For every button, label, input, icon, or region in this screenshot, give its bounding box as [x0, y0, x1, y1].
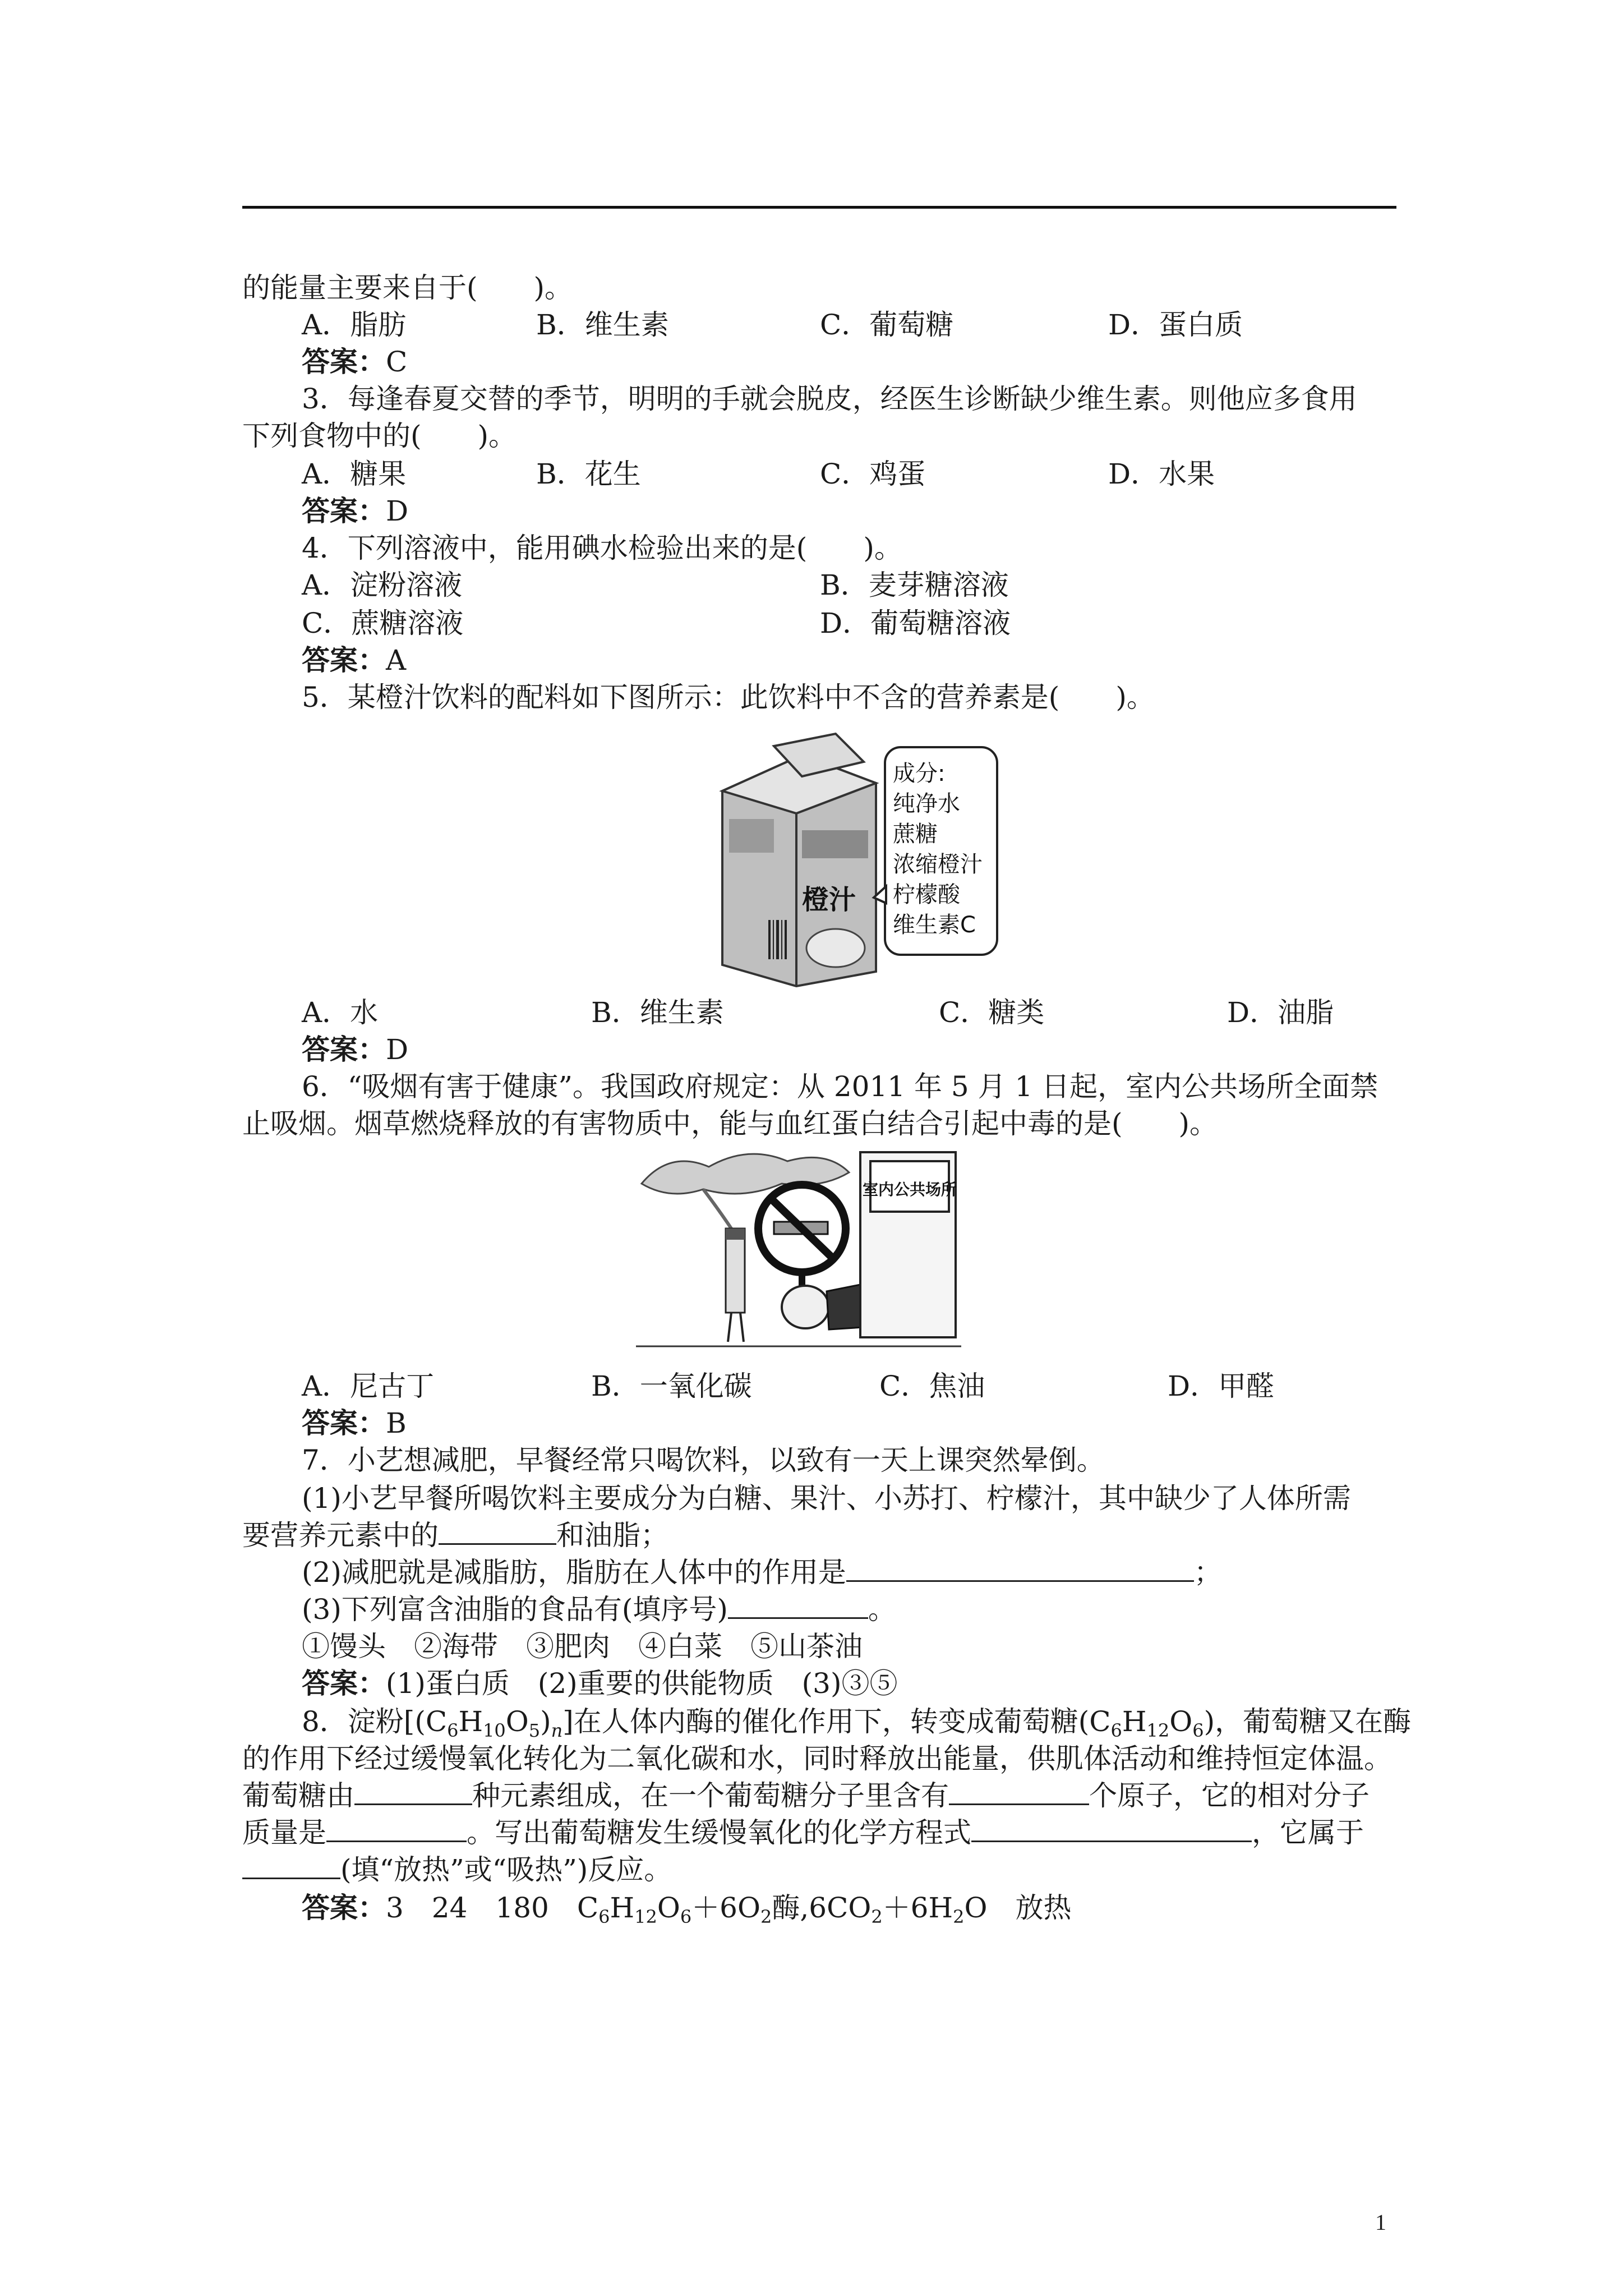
q4-option-d: D．葡萄糖溶液 [820, 607, 1011, 639]
q6-answer [302, 1405, 407, 1442]
q8-text: 葡萄糖由 [242, 1779, 354, 1812]
q2-option-d: D．蛋白质 [1108, 309, 1243, 341]
answer-value: A [386, 644, 407, 677]
q7-part2 [302, 1554, 1222, 1591]
q3-stem-line1: 3．每逢春夏交替的季节，明明的手就会脱皮，经医生诊断缺少维生素。则他应多食用 [302, 383, 1357, 415]
q5-answer [302, 1031, 408, 1068]
bubble-line-6: 维生素C [893, 912, 976, 938]
q8-line4 [242, 1814, 1364, 1851]
orange-juice-carton-figure [712, 729, 1004, 987]
q7-part1-blank[interactable] [439, 1519, 556, 1545]
q8-text: 种元素组成，在一个葡萄糖分子里含有 [472, 1779, 949, 1812]
q8-element-count-blank[interactable] [354, 1779, 472, 1805]
answer-value: (1)蛋白质 (2)重要的供能物质 (3)③⑤ [386, 1667, 898, 1700]
answer-label: 答案： [302, 494, 386, 527]
q4-stem: 4．下列溶液中，能用碘水检验出来的是( )。 [302, 532, 902, 564]
q6-option-a: A．尼古丁 [302, 1370, 435, 1402]
q3-option-d: D．水果 [1108, 458, 1215, 490]
q6-option-c: C．焦油 [879, 1370, 985, 1402]
q5-stem: 5．某橙汁饮料的配料如下图所示：此饮料中不含的营养素是( )。 [302, 681, 1155, 714]
subscript: 6 [1192, 1720, 1204, 1741]
q7-part3-text-b: 。 [868, 1593, 896, 1626]
answer-label: 答案： [302, 1033, 386, 1066]
q4-option-a: A．淀粉溶液 [302, 569, 463, 601]
q5-option-b: B．维生素 [591, 996, 724, 1029]
subscript: n [551, 1720, 563, 1741]
subscript: 6 [680, 1906, 692, 1927]
q8-line5 [242, 1851, 672, 1888]
q8-answer-text: H [610, 1892, 635, 1924]
subscript: 2 [871, 1906, 883, 1927]
subscript: 6 [1110, 1720, 1122, 1741]
q8-answer-text: O 放热 [964, 1892, 1072, 1924]
q5-option-c: C．糖类 [939, 996, 1045, 1029]
q8-text: ) [540, 1705, 551, 1738]
q8-answer [302, 1889, 1071, 1926]
q6-stem-line1: 6．“吸烟有害于健康”。我国政府规定：从 2011 年 5 月 1 日起，室内公共场所全面禁 [302, 1070, 1378, 1103]
q7-part2-text-a: (2)减肥就是减脂肪，脂肪在人体中的作用是 [302, 1556, 846, 1589]
answer-value: D [386, 495, 409, 527]
q7-part1-text-b: 和油脂； [556, 1519, 668, 1552]
q8-text: O [505, 1705, 529, 1738]
q8-molar-mass-blank[interactable] [326, 1816, 467, 1842]
answer-value: D [386, 1033, 409, 1066]
q8-text: ，它属于 [1252, 1816, 1364, 1849]
q7-part2-blank[interactable] [846, 1556, 1194, 1582]
subscript: 12 [634, 1906, 657, 1927]
q8-text: 8．淀粉[(C [302, 1705, 448, 1738]
q8-answer-text: O [657, 1892, 680, 1924]
q6-stem-line2: 止吸烟。烟草燃烧释放的有害物质中，能与血红蛋白结合引起中毒的是( )。 [242, 1107, 1218, 1140]
subscript: 12 [1146, 1720, 1170, 1741]
q8-atom-count-blank[interactable] [949, 1779, 1089, 1805]
subscript: 2 [953, 1906, 965, 1927]
q8-text: O [1169, 1705, 1193, 1738]
answer-label: 答案： [302, 1667, 386, 1700]
q7-part3 [302, 1591, 896, 1628]
q7-part1-line2 [242, 1517, 668, 1554]
q5-option-a: A．水 [302, 996, 379, 1029]
q7-stem: 7．小艺想减肥，早餐经常只喝饮料，以致有一天上课突然晕倒。 [302, 1444, 1105, 1476]
sign-text: 室内公共场所 [862, 1180, 957, 1199]
bubble-line-4: 浓缩橙汁 [893, 852, 983, 877]
q3-option-a: A．糖果 [302, 458, 407, 490]
subscript: 5 [528, 1720, 541, 1741]
q8-equation-blank[interactable] [971, 1816, 1252, 1842]
q3-answer [302, 493, 408, 530]
bubble-line-3: 蔗糖 [893, 821, 938, 847]
answer-label: 答案： [302, 643, 386, 677]
q4-option-c: C．蔗糖溶液 [302, 607, 464, 639]
q8-answer-text: ＋6H [882, 1892, 953, 1924]
q7-part1-line1: (1)小艺早餐所喝饮料主要成分为白糖、果汁、小苏打、柠檬汁，其中缺少了人体所需 [302, 1482, 1351, 1515]
q4-option-b: B．麦芽糖溶液 [820, 569, 1009, 601]
q8-answer-text: ＋6O [691, 1892, 760, 1924]
q8-reaction-type-blank[interactable] [242, 1853, 340, 1879]
bubble-line-2: 纯净水 [893, 791, 960, 817]
q4-answer [302, 642, 406, 679]
q3-option-b: B．花生 [536, 458, 641, 490]
q7-part1-text-a: 要营养元素中的 [242, 1519, 439, 1552]
subscript: 10 [483, 1720, 506, 1741]
q8-text: 质量是 [242, 1816, 326, 1849]
q8-text: H [458, 1705, 483, 1738]
q8-text: )，葡萄糖又在酶 [1204, 1705, 1412, 1738]
page-number: 1 [1375, 2210, 1386, 2235]
q8-text: (填“放热”或“吸热”)反应。 [340, 1853, 672, 1886]
q3-option-c: C．鸡蛋 [820, 458, 926, 490]
q7-part3-text-a: (3)下列富含油脂的食品有(填序号) [302, 1593, 728, 1626]
q8-line1 [302, 1703, 1411, 1740]
q2-option-a: A．脂肪 [302, 309, 407, 341]
subscript: 2 [760, 1906, 772, 1927]
q2-answer [302, 343, 407, 380]
q8-answer-text: 3 24 180 C [386, 1892, 599, 1924]
q8-answer-text: 酶,6CO [772, 1892, 872, 1924]
q8-text: ]在人体内酶的催化作用下，转变成葡萄糖(C [562, 1705, 1111, 1738]
q6-option-b: B．一氧化碳 [591, 1370, 752, 1402]
q8-line3 [242, 1777, 1370, 1814]
subscript: 6 [447, 1720, 459, 1741]
answer-label: 答案： [302, 345, 386, 378]
q7-choices: ①馒头 ②海带 ③肥肉 ④白菜 ⑤山茶油 [302, 1630, 863, 1663]
q6-option-d: D．甲醛 [1168, 1370, 1275, 1402]
q7-part2-text-b: ； [1193, 1556, 1222, 1589]
answer-value: B [386, 1407, 407, 1439]
q7-answer [302, 1665, 897, 1702]
answer-label: 答案： [302, 1406, 386, 1439]
q2-option-b: B．维生素 [536, 309, 669, 341]
q3-stem-line2: 下列食物中的( )。 [242, 420, 517, 452]
answer-label: 答案： [302, 1891, 386, 1924]
q8-line2: 的作用下经过缓慢氧化转化为二氧化碳和水，同时释放出能量，供肌体活动和维持恒定体温。 [242, 1742, 1392, 1775]
q7-part3-blank[interactable] [728, 1593, 868, 1619]
q2-option-c: C．葡萄糖 [820, 309, 954, 341]
q8-text: 。写出葡萄糖发生缓慢氧化的化学方程式 [467, 1816, 971, 1849]
q8-text: H [1122, 1705, 1147, 1738]
carton-title: 橙汁 [801, 884, 856, 915]
bubble-line-5: 柠檬酸 [893, 882, 960, 908]
q2-stem: 的能量主要来自于( )。 [242, 272, 573, 304]
no-smoking-cartoon-figure [636, 1144, 961, 1358]
q5-option-d: D．油脂 [1227, 996, 1334, 1029]
answer-value: C [386, 346, 408, 378]
subscript: 6 [598, 1906, 610, 1927]
q8-text: 个原子，它的相对分子 [1089, 1779, 1370, 1812]
header-rule [242, 206, 1396, 209]
bubble-line-1: 成分: [893, 761, 946, 786]
